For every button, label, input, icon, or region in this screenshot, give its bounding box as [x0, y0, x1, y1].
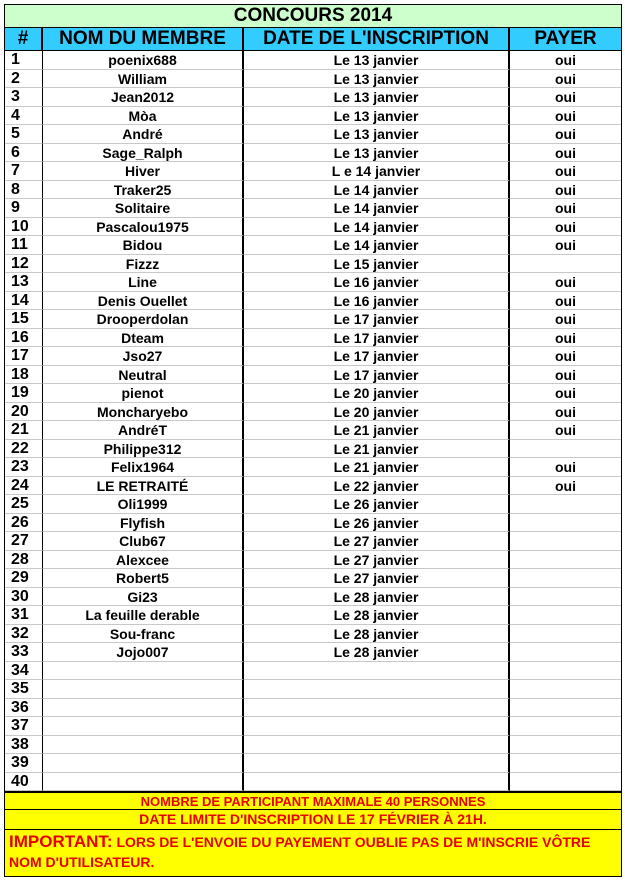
registration-date-cell: [244, 754, 510, 773]
member-name-cell: [43, 736, 244, 755]
paid-cell: oui: [510, 421, 621, 440]
member-name-cell: LE RETRAITÉ: [43, 477, 244, 496]
paid-cell: oui: [510, 366, 621, 385]
row-number: 37: [5, 717, 43, 736]
row-number: 31: [5, 606, 43, 625]
registration-date-cell: Le 27 janvier: [244, 532, 510, 551]
row-number: 13: [5, 273, 43, 292]
paid-cell: [510, 551, 621, 570]
registration-date-cell: Le 21 janvier: [244, 421, 510, 440]
table-row: [5, 569, 621, 588]
table-row: [5, 458, 621, 477]
member-table-body: [4, 51, 622, 791]
registration-date-cell: Le 16 janvier: [244, 292, 510, 311]
row-number: 33: [5, 643, 43, 662]
paid-cell: oui: [510, 162, 621, 181]
row-number: 11: [5, 236, 43, 255]
paid-cell: oui: [510, 218, 621, 237]
member-name-cell: [43, 699, 244, 718]
registration-date-cell: Le 17 janvier: [244, 347, 510, 366]
paid-cell: oui: [510, 199, 621, 218]
important-label: IMPORTANT:: [9, 832, 113, 851]
paid-cell: [510, 495, 621, 514]
paid-cell: [510, 643, 621, 662]
row-number: 4: [5, 107, 43, 126]
table-row: [5, 255, 621, 274]
row-number: 16: [5, 329, 43, 348]
row-number: 38: [5, 736, 43, 755]
row-number: 7: [5, 162, 43, 181]
table-row: [5, 717, 621, 736]
member-name-cell: Bidou: [43, 236, 244, 255]
row-number: 14: [5, 292, 43, 311]
table-row: [5, 70, 621, 89]
table-row: [5, 625, 621, 644]
table-row: [5, 588, 621, 607]
row-number: 39: [5, 754, 43, 773]
table-row: [5, 218, 621, 237]
paid-cell: [510, 754, 621, 773]
table-row: [5, 551, 621, 570]
table-row: [5, 606, 621, 625]
table-row: [5, 51, 621, 70]
paid-cell: [510, 569, 621, 588]
registration-date-cell: [244, 699, 510, 718]
member-name-cell: Philippe312: [43, 440, 244, 459]
registration-date-cell: Le 17 janvier: [244, 329, 510, 348]
table-row: [5, 273, 621, 292]
registration-date-cell: [244, 680, 510, 699]
registration-date-cell: Le 26 janvier: [244, 495, 510, 514]
row-number: 29: [5, 569, 43, 588]
paid-cell: oui: [510, 181, 621, 200]
member-name-cell: [43, 754, 244, 773]
paid-cell: oui: [510, 310, 621, 329]
paid-cell: oui: [510, 329, 621, 348]
paid-cell: [510, 606, 621, 625]
member-name-cell: Hiver: [43, 162, 244, 181]
paid-cell: oui: [510, 70, 621, 89]
member-name-cell: Traker25: [43, 181, 244, 200]
paid-cell: oui: [510, 144, 621, 163]
registration-date-cell: Le 13 janvier: [244, 144, 510, 163]
row-number: 18: [5, 366, 43, 385]
member-name-cell: Denis Ouellet: [43, 292, 244, 311]
paid-cell: [510, 625, 621, 644]
registration-date-cell: [244, 662, 510, 681]
registration-date-cell: Le 13 janvier: [244, 70, 510, 89]
table-row: [5, 88, 621, 107]
row-number: 40: [5, 773, 43, 792]
contest-sheet: [4, 4, 622, 877]
paid-cell: oui: [510, 88, 621, 107]
table-row: [5, 199, 621, 218]
header-number: #: [5, 28, 43, 50]
row-number: 23: [5, 458, 43, 477]
table-row: [5, 181, 621, 200]
member-name-cell: [43, 662, 244, 681]
row-number: 30: [5, 588, 43, 607]
paid-cell: [510, 699, 621, 718]
paid-cell: oui: [510, 477, 621, 496]
table-row: [5, 643, 621, 662]
table-row: [5, 680, 621, 699]
registration-date-cell: Le 14 janvier: [244, 181, 510, 200]
row-number: 21: [5, 421, 43, 440]
registration-date-cell: Le 17 janvier: [244, 310, 510, 329]
paid-cell: [510, 588, 621, 607]
registration-date-cell: Le 20 janvier: [244, 384, 510, 403]
table-row: [5, 736, 621, 755]
registration-date-cell: Le 28 janvier: [244, 643, 510, 662]
row-number: 32: [5, 625, 43, 644]
paid-cell: oui: [510, 458, 621, 477]
sheet-title: CONCOURS 2014: [4, 4, 622, 28]
member-name-cell: Mòa: [43, 107, 244, 126]
row-number: 36: [5, 699, 43, 718]
member-name-cell: Sage_Ralph: [43, 144, 244, 163]
table-row: [5, 440, 621, 459]
member-name-cell: Felix1964: [43, 458, 244, 477]
paid-cell: oui: [510, 384, 621, 403]
member-name-cell: Robert5: [43, 569, 244, 588]
row-number: 10: [5, 218, 43, 237]
registration-date-cell: Le 14 janvier: [244, 218, 510, 237]
important-note: [4, 830, 622, 877]
table-row: [5, 421, 621, 440]
table-row: [5, 773, 621, 792]
table-row: [5, 662, 621, 681]
paid-cell: oui: [510, 347, 621, 366]
registration-date-cell: Le 14 janvier: [244, 199, 510, 218]
member-name-cell: Moncharyebo: [43, 403, 244, 422]
row-number: 24: [5, 477, 43, 496]
registration-date-cell: Le 14 janvier: [244, 236, 510, 255]
registration-date-cell: Le 16 janvier: [244, 273, 510, 292]
member-name-cell: Oli1999: [43, 495, 244, 514]
member-name-cell: Jojo007: [43, 643, 244, 662]
registration-date-cell: Le 22 janvier: [244, 477, 510, 496]
registration-date-cell: Le 21 janvier: [244, 458, 510, 477]
paid-cell: [510, 736, 621, 755]
table-row: [5, 477, 621, 496]
registration-date-cell: Le 15 janvier: [244, 255, 510, 274]
member-name-cell: André: [43, 125, 244, 144]
registration-date-cell: Le 13 janvier: [244, 107, 510, 126]
registration-date-cell: L e 14 janvier: [244, 162, 510, 181]
table-row: [5, 292, 621, 311]
table-row: [5, 754, 621, 773]
row-number: 28: [5, 551, 43, 570]
table-row: [5, 514, 621, 533]
member-name-cell: La feuille derable: [43, 606, 244, 625]
header-paid: PAYER: [534, 28, 597, 49]
member-name-cell: [43, 773, 244, 792]
member-name-cell: [43, 717, 244, 736]
table-row: [5, 310, 621, 329]
row-number: 35: [5, 680, 43, 699]
member-name-cell: Club67: [43, 532, 244, 551]
table-row: [5, 384, 621, 403]
member-name-cell: [43, 680, 244, 699]
table-row: [5, 347, 621, 366]
registration-date-cell: Le 13 janvier: [244, 51, 510, 70]
registration-date-cell: Le 27 janvier: [244, 551, 510, 570]
registration-date-cell: Le 13 janvier: [244, 88, 510, 107]
member-name-cell: Sou-franc: [43, 625, 244, 644]
registration-date-cell: Le 26 janvier: [244, 514, 510, 533]
important-text: LORS DE L'ENVOIE DU PAYEMENT OUBLIE PAS DE M'INSCRIE VÔTRE NOM D'UTILISATEUR.: [9, 834, 591, 870]
registration-date-cell: [244, 717, 510, 736]
table-row: [5, 162, 621, 181]
member-name-cell: Drooperdolan: [43, 310, 244, 329]
member-name-cell: Line: [43, 273, 244, 292]
row-number: 6: [5, 144, 43, 163]
registration-date-cell: [244, 736, 510, 755]
table-header: [4, 28, 622, 51]
table-row: [5, 236, 621, 255]
registration-date-cell: Le 28 janvier: [244, 588, 510, 607]
row-number: 9: [5, 199, 43, 218]
row-number: 3: [5, 88, 43, 107]
member-name-cell: Jean2012: [43, 88, 244, 107]
table-row: [5, 144, 621, 163]
row-number: 26: [5, 514, 43, 533]
table-row: [5, 403, 621, 422]
registration-date-cell: Le 17 janvier: [244, 366, 510, 385]
row-number: 12: [5, 255, 43, 274]
paid-cell: [510, 440, 621, 459]
registration-date-cell: Le 20 janvier: [244, 403, 510, 422]
header-registration-date: DATE DE L'INSCRIPTION: [244, 28, 510, 50]
row-number: 25: [5, 495, 43, 514]
member-name-cell: Neutral: [43, 366, 244, 385]
row-number: 27: [5, 532, 43, 551]
row-number: 34: [5, 662, 43, 681]
member-name-cell: Jso27: [43, 347, 244, 366]
member-name-cell: pienot: [43, 384, 244, 403]
paid-cell: [510, 255, 621, 274]
row-number: 8: [5, 181, 43, 200]
paid-cell: oui: [510, 107, 621, 126]
member-name-cell: William: [43, 70, 244, 89]
row-number: 19: [5, 384, 43, 403]
registration-date-cell: Le 28 janvier: [244, 606, 510, 625]
paid-cell: [510, 532, 621, 551]
row-number: 22: [5, 440, 43, 459]
deadline-note: DATE LIMITE D'INSCRIPTION LE 17 FÉVRIER À 21H.: [4, 810, 622, 830]
table-row: [5, 699, 621, 718]
table-row: [5, 107, 621, 126]
registration-date-cell: Le 28 janvier: [244, 625, 510, 644]
paid-cell: oui: [510, 273, 621, 292]
member-name-cell: Flyfish: [43, 514, 244, 533]
row-number: 15: [5, 310, 43, 329]
table-row: [5, 532, 621, 551]
registration-date-cell: Le 13 janvier: [244, 125, 510, 144]
row-number: 5: [5, 125, 43, 144]
paid-cell: [510, 514, 621, 533]
max-participants-note: NOMBRE DE PARTICIPANT MAXIMALE 40 PERSONNES: [4, 791, 622, 810]
table-row: [5, 495, 621, 514]
table-row: [5, 366, 621, 385]
paid-cell: oui: [510, 292, 621, 311]
registration-date-cell: Le 27 janvier: [244, 569, 510, 588]
member-name-cell: Dteam: [43, 329, 244, 348]
header-member-name: NOM DU MEMBRE: [43, 28, 244, 50]
paid-cell: oui: [510, 51, 621, 70]
paid-cell: [510, 717, 621, 736]
member-name-cell: Pascalou1975: [43, 218, 244, 237]
table-row: [5, 125, 621, 144]
paid-cell: [510, 680, 621, 699]
paid-cell: oui: [510, 125, 621, 144]
paid-cell: oui: [510, 403, 621, 422]
paid-cell: oui: [510, 236, 621, 255]
member-name-cell: Fizzz: [43, 255, 244, 274]
row-number: 2: [5, 70, 43, 89]
member-name-cell: Gi23: [43, 588, 244, 607]
paid-cell: [510, 773, 621, 792]
table-row: [5, 329, 621, 348]
member-name-cell: AndréT: [43, 421, 244, 440]
member-name-cell: Solitaire: [43, 199, 244, 218]
member-name-cell: poenix688: [43, 51, 244, 70]
paid-cell: [510, 662, 621, 681]
registration-date-cell: Le 21 janvier: [244, 440, 510, 459]
row-number: 20: [5, 403, 43, 422]
row-number: 17: [5, 347, 43, 366]
registration-date-cell: [244, 773, 510, 792]
member-name-cell: Alexcee: [43, 551, 244, 570]
row-number: 1: [5, 51, 43, 70]
